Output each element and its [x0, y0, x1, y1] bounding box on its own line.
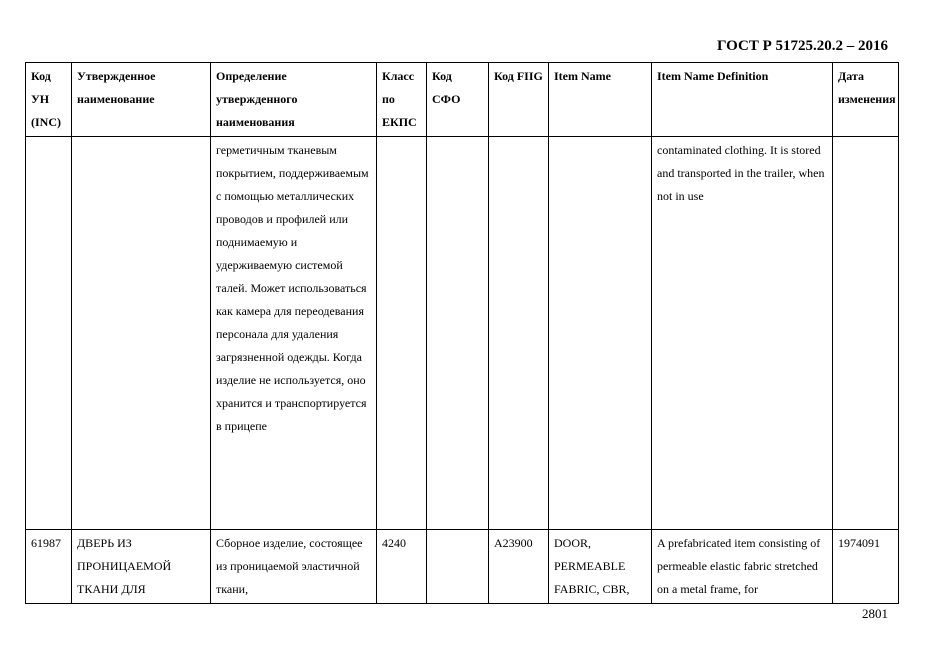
- col-header-sfo-code: Код СФО: [427, 63, 489, 137]
- col-header-ekps-class: Класс по ЕКПС: [377, 63, 427, 137]
- document-title: ГОСТ Р 51725.20.2 – 2016: [716, 38, 888, 54]
- cell-sfo-code: [427, 137, 489, 530]
- cell-approved-name: ДВЕРЬ ИЗ ПРОНИЦАЕМОЙ ТКАНИ ДЛЯ: [72, 530, 211, 604]
- cell-change-date: [833, 137, 899, 530]
- cell-inc: [26, 137, 72, 530]
- catalog-table: [25, 62, 899, 604]
- table-row: [26, 530, 899, 604]
- cell-ekps-class: 4240: [377, 530, 427, 604]
- cell-change-date: 1974091: [833, 530, 899, 604]
- table-header-row: [26, 63, 899, 137]
- cell-fiig-code: A23900: [489, 530, 549, 604]
- col-header-change-date: Дата изменения: [833, 63, 899, 137]
- cell-item-name-definition: contaminated clothing. It is stored and transported in the trailer, when not in use: [652, 137, 833, 530]
- cell-approved-name: [72, 137, 211, 530]
- cell-item-name-definition: A prefabricated item consisting of permeable elastic fabric stretched on a metal frame, for: [652, 530, 833, 604]
- col-header-approved-name: Утвержденное наименование: [72, 63, 211, 137]
- col-header-item-name: Item Name: [549, 63, 652, 137]
- cell-item-name: DOOR, PERMEABLE FABRIC, CBR,: [549, 530, 652, 604]
- cell-definition: Сборное изделие, состоящее из проницаемой эластичной ткани,: [211, 530, 377, 604]
- col-header-item-name-definition: Item Name Definition: [652, 63, 833, 137]
- cell-inc: 61987: [26, 530, 72, 604]
- cell-definition: герметичным тканевым покрытием, поддерживаемым с помощью металлических проводов и профилей или поднимаемую и удерживаемую системой талей. Может использоваться как камера для переодевания персонала для удаления загрязненной одежды. Когда изделие не используется, оно хранится и транспортируется в прицепе: [211, 137, 377, 530]
- table-row: [26, 137, 899, 530]
- col-header-inc: Код УН (INC): [26, 63, 72, 137]
- col-header-fiig-code: Код FIIG: [489, 63, 549, 137]
- cell-ekps-class: [377, 137, 427, 530]
- cell-sfo-code: [427, 530, 489, 604]
- cell-item-name: [549, 137, 652, 530]
- col-header-definition: Определение утвержденного наименования: [211, 63, 377, 137]
- page-number: 2801: [862, 606, 888, 621]
- cell-fiig-code: [489, 137, 549, 530]
